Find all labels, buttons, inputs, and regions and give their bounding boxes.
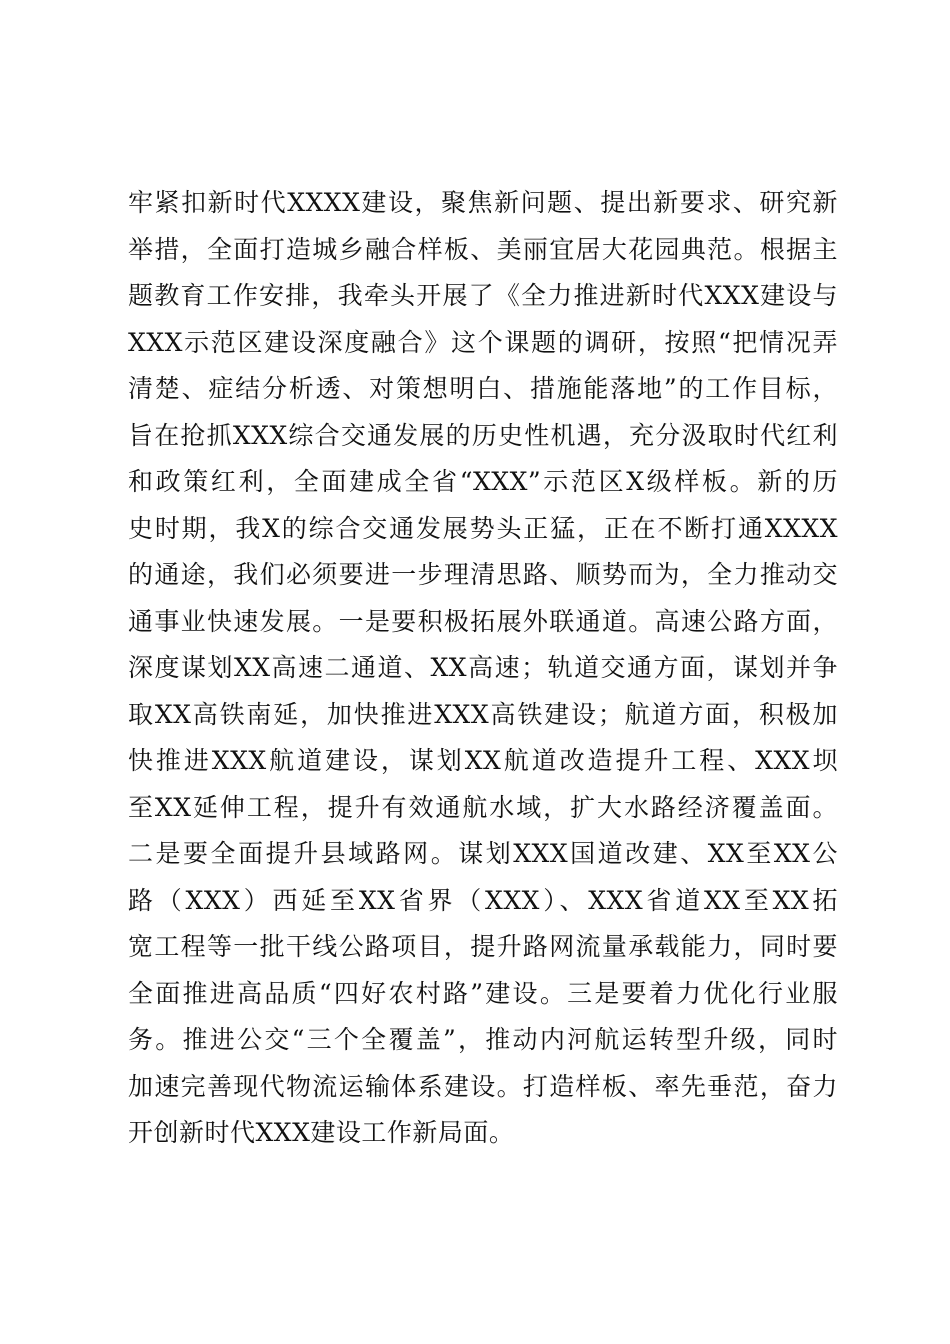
text-line: 取XX高铁南延，加快推进XXX高铁建设；航道方面，积极加 — [128, 699, 838, 729]
text-line: 全面推进高品质“四好农村路”建设。三是要着力优化行业服 — [128, 978, 838, 1008]
text-line: 题教育工作安排，我牵头开展了《全力推进新时代XXX建设与 — [128, 281, 838, 310]
text-line: 至XX延伸工程，提升有效通航水域，扩大水路经济覆盖面。 — [128, 792, 838, 822]
text-line: 快推进XXX航道建设，谋划XX航道改造提升工程、XXX坝 — [128, 746, 838, 775]
text-line: 加速完善现代物流运输体系建设。打造样板、率先垂范，奋力 — [128, 1071, 838, 1101]
body-paragraph — [128, 180, 838, 1157]
text-line: 举措，全面打造城乡融合样板、美丽宜居大花园典范。根据主 — [128, 234, 838, 264]
text-line: 通事业快速发展。一是要积极拓展外联通道。高速公路方面， — [128, 606, 838, 636]
text-line: 旨在抢抓XXX综合交通发展的历史性机遇，充分汲取时代红利 — [128, 420, 838, 450]
text-line: 务。推进公交“三个全覆盖”，推动内河航运转型升级，同时 — [128, 1025, 838, 1054]
text-line: 清楚、症结分析透、对策想明白、措施能落地”的工作目标， — [128, 374, 838, 403]
text-line: XXX示范区建设深度融合》这个课题的调研，按照“把情况弄 — [128, 327, 838, 357]
text-line: 史时期，我X的综合交通发展势头正猛，正在不断打通XXXX — [128, 513, 838, 543]
text-line: 深度谋划XX高速二通道、XX高速；轨道交通方面，谋划并争 — [128, 653, 838, 682]
text-line: 的通途，我们必须要进一步理清思路、顺势而为，全力推动交 — [128, 560, 838, 589]
text-line: 二是要全面提升县域路网。谋划XXX国道改建、XX至XX公 — [128, 839, 838, 868]
text-line: 牢紧扣新时代XXXX建设，聚焦新问题、提出新要求、研究新 — [128, 188, 838, 217]
text-line: 开创新时代XXX建设工作新局面。 — [128, 1118, 515, 1147]
text-line: 路（XXX）西延至XX省界（XXX）、XXX省道XX至XX拓 — [128, 885, 838, 915]
text-line: 和政策红利，全面建成全省“XXX”示范区X级样板。新的历 — [128, 467, 838, 496]
text-line: 宽工程等一批干线公路项目，提升路网流量承载能力，同时要 — [128, 932, 838, 961]
